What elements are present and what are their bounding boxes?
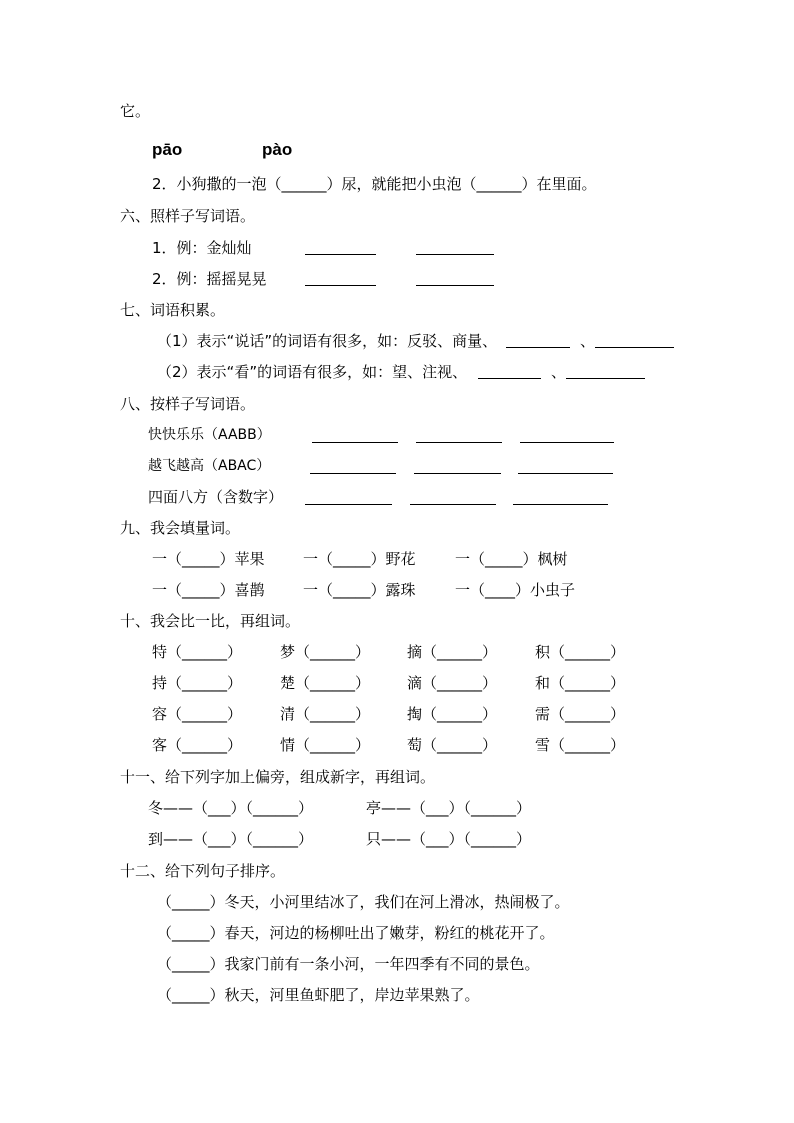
s7-sep-1: 、 [580,332,596,350]
s10-char: 和 [535,674,551,692]
s8-blank-1a[interactable] [312,428,398,443]
s6-blank-2b[interactable] [416,271,494,286]
s10-char: 滴 [407,674,423,692]
s10-item [280,642,370,662]
s10-char: 特 [152,643,168,661]
s10-blank[interactable]: （______） [550,705,626,723]
s10-char: 梦 [280,643,296,661]
s8-blank-3c[interactable] [513,490,608,505]
s9-item: 一（_____）喜鹊 [152,581,265,599]
s8-blank-3b[interactable] [410,490,496,505]
section-9-title: 九、我会填量词。 [120,519,241,537]
s8-blank-1c[interactable] [520,428,614,443]
s7-blank-1a[interactable] [506,333,570,348]
s10-item [535,642,625,662]
s8-example-abac: 越飞越高（ABAC） [148,458,271,474]
s8-example-aabb: 快快乐乐（AABB） [148,427,271,443]
s10-blank[interactable]: （______） [295,674,371,692]
s10-blank[interactable]: （______） [167,643,243,661]
s7-blank-1b[interactable] [595,333,674,348]
section-11-title: 十一、给下列字加上偏旁，组成新字，再组词。 [120,768,436,786]
s6-example-1: 1．例：金灿灿 [152,239,252,257]
s12-sentence: （_____）冬天，小河里结冰了，我们在河上滑冰，热闹极了。 [157,893,570,911]
s10-item [407,642,497,662]
s6-blank-1a[interactable] [305,240,376,255]
s10-item [535,735,625,755]
s8-blank-2a[interactable] [310,459,396,474]
s7-line-1: （1）表示“说话”的词语有很多，如：反驳、商量、 [157,332,498,350]
question-2: 2．小狗撒的一泡（______）尿，就能把小虫泡（______）在里面。 [152,175,597,193]
s9-item: 一（____）小虫子 [455,581,576,599]
section-7-title: 七、词语积累。 [120,301,226,319]
s10-blank[interactable]: （______） [295,705,371,723]
s6-blank-2a[interactable] [305,271,376,286]
s10-item [280,673,370,693]
s8-example-number: 四面八方（含数字） [148,488,284,506]
s10-item [152,673,242,693]
pinyin-pao1: pāo [152,140,183,159]
s10-char: 持 [152,674,168,692]
s8-blank-2b[interactable] [414,459,501,474]
s12-sentence: （_____）秋天，河里鱼虾肥了，岸边苹果熟了。 [157,986,480,1004]
s10-item [280,704,370,724]
s10-item [152,704,242,724]
s10-char: 需 [535,705,551,723]
s10-char: 清 [280,705,296,723]
s10-blank[interactable]: （______） [422,674,498,692]
s10-item [407,673,497,693]
s10-char: 楚 [280,674,296,692]
s10-char: 萄 [407,736,423,754]
s10-blank[interactable]: （______） [295,736,371,754]
s10-blank[interactable]: （______） [167,674,243,692]
s10-blank[interactable]: （______） [422,705,498,723]
s10-blank[interactable]: （______） [167,736,243,754]
s10-blank[interactable]: （______） [167,705,243,723]
s10-item [280,735,370,755]
s10-char: 积 [535,643,551,661]
s11-item: 到——（___）（______） [148,830,314,848]
s9-item: 一（_____）野花 [303,550,416,568]
s10-item [407,704,497,724]
s10-item [535,704,625,724]
s11-item: 只——（___）（______） [366,830,532,848]
intro-tail: 它。 [120,102,151,120]
s10-item [152,735,242,755]
s10-item [535,673,625,693]
s10-blank[interactable]: （______） [550,674,626,692]
pinyin-pao4: pào [262,140,293,159]
s10-char: 掏 [407,705,423,723]
s9-item: 一（_____）枫树 [455,550,568,568]
s8-blank-2c[interactable] [518,459,613,474]
s7-line-2: （2）表示“看”的词语有很多，如：望、注视、 [157,363,468,381]
s10-blank[interactable]: （______） [550,736,626,754]
s10-char: 摘 [407,643,423,661]
s9-item: 一（_____）苹果 [152,550,265,568]
s9-item: 一（_____）露珠 [303,581,416,599]
s10-char: 容 [152,705,168,723]
s10-item [152,642,242,662]
s10-char: 客 [152,736,168,754]
s7-sep-2: 、 [551,363,567,381]
s10-blank[interactable]: （______） [422,643,498,661]
section-8-title: 八、按样子写词语。 [120,395,256,413]
s10-char: 情 [280,736,296,754]
s10-char: 雪 [535,736,551,754]
s6-example-2: 2．例：摇摇晃晃 [152,270,267,288]
s11-item: 冬——（___）（______） [148,799,314,817]
section-10-title: 十、我会比一比，再组词。 [120,612,301,630]
s8-blank-1b[interactable] [416,428,502,443]
s12-sentence: （_____）我家门前有一条小河，一年四季有不同的景色。 [157,955,540,973]
s6-blank-1b[interactable] [416,240,494,255]
s7-blank-2b[interactable] [566,364,645,379]
s10-blank[interactable]: （______） [550,643,626,661]
s12-sentence: （_____）春天，河边的杨柳吐出了嫩芽，粉红的桃花开了。 [157,924,555,942]
s10-item [407,735,497,755]
s10-blank[interactable]: （______） [422,736,498,754]
s11-item: 亭——（___）（______） [366,799,532,817]
section-12-title: 十二、给下列句子排序。 [120,862,286,880]
s10-blank[interactable]: （______） [295,643,371,661]
s8-blank-3a[interactable] [305,490,392,505]
s7-blank-2a[interactable] [478,364,541,379]
section-6-title: 六、照样子写词语。 [120,207,256,225]
